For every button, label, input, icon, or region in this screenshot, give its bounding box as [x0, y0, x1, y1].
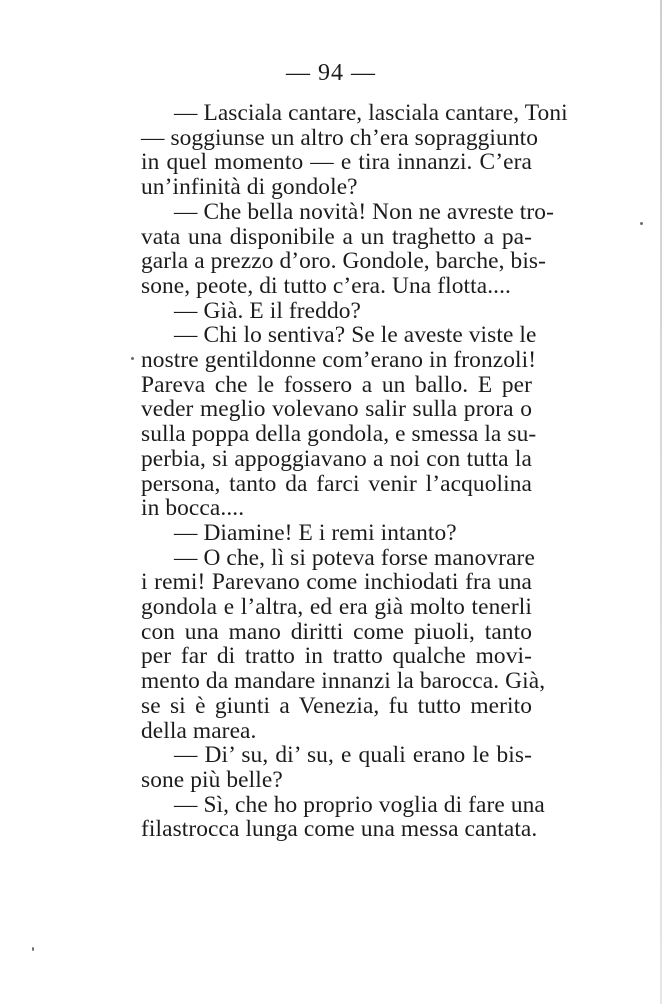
text-line: — Di’ su, di’ su, e quali erano le bis-	[174, 742, 532, 769]
text-line: filastrocca lunga come una messa cantata.	[141, 816, 538, 843]
text-line: gondola e l’altra, ed era già molto tenerli	[141, 594, 532, 621]
paper-speck	[640, 222, 643, 225]
text-line: mento da mandare innanzi la barocca. Già,	[141, 668, 546, 695]
body-text	[141, 100, 568, 843]
text-line: Pareva che le fossero a un ballo. E per	[141, 371, 532, 398]
text-line: sone, peote, di tutto c’era. Una flotta....	[141, 272, 511, 299]
text-line: nostre gentildonne com’erano in fronzoli!	[141, 347, 537, 374]
text-line: persona, tanto da farci venir l’acquolina	[141, 470, 532, 497]
text-line: garla a prezzo d’oro. Gondole, barche, bis-	[141, 248, 547, 275]
text-line: — soggiunse un altro ch’era sopraggiunto	[141, 124, 539, 151]
text-line: sone più belle?	[141, 766, 283, 793]
text-line: se si è giunti a Venezia, fu tutto merito	[141, 692, 532, 719]
text-line: con una mano diritti come piuoli, tanto	[141, 618, 532, 645]
text-line: — Già. E il freddo?	[174, 297, 362, 324]
text-line: in quel momento — e tira innanzi. C’era	[141, 149, 532, 176]
text-line: veder meglio volevano salir sulla prora o	[141, 396, 532, 423]
text-line: — Lasciala cantare, lasciala cantare, Toni	[174, 100, 568, 126]
text-line: un’infinità di gondole?	[141, 174, 358, 201]
page-number: — 94 —	[286, 60, 376, 86]
text-line: della marea.	[141, 717, 257, 744]
text-line: vata una disponibile a un traghetto a pa-	[141, 223, 532, 250]
text-line: i remi! Parevano come inchiodati fra una	[141, 569, 532, 596]
text-line: in bocca....	[141, 495, 245, 522]
text-line: — Diamine! E i remi intanto?	[174, 519, 457, 546]
text-line: — Chi lo sentiva? Se le aveste viste le	[174, 322, 537, 349]
text-line: — O che, lì si poteva forse manovrare	[174, 544, 535, 571]
text-line: — Che bella novità! Non ne avreste tro-	[174, 198, 554, 225]
text-line: perbia, si appoggiavano a noi con tutta la	[141, 445, 532, 472]
text-line: per far di tratto in tratto qualche movi-	[141, 643, 532, 670]
paper-speck	[32, 947, 34, 951]
text-line: — Sì, che ho proprio voglia di fare una	[174, 791, 545, 818]
paper-speck	[131, 357, 134, 360]
text-line: sulla poppa della gondola, e smessa la su-	[141, 421, 537, 448]
